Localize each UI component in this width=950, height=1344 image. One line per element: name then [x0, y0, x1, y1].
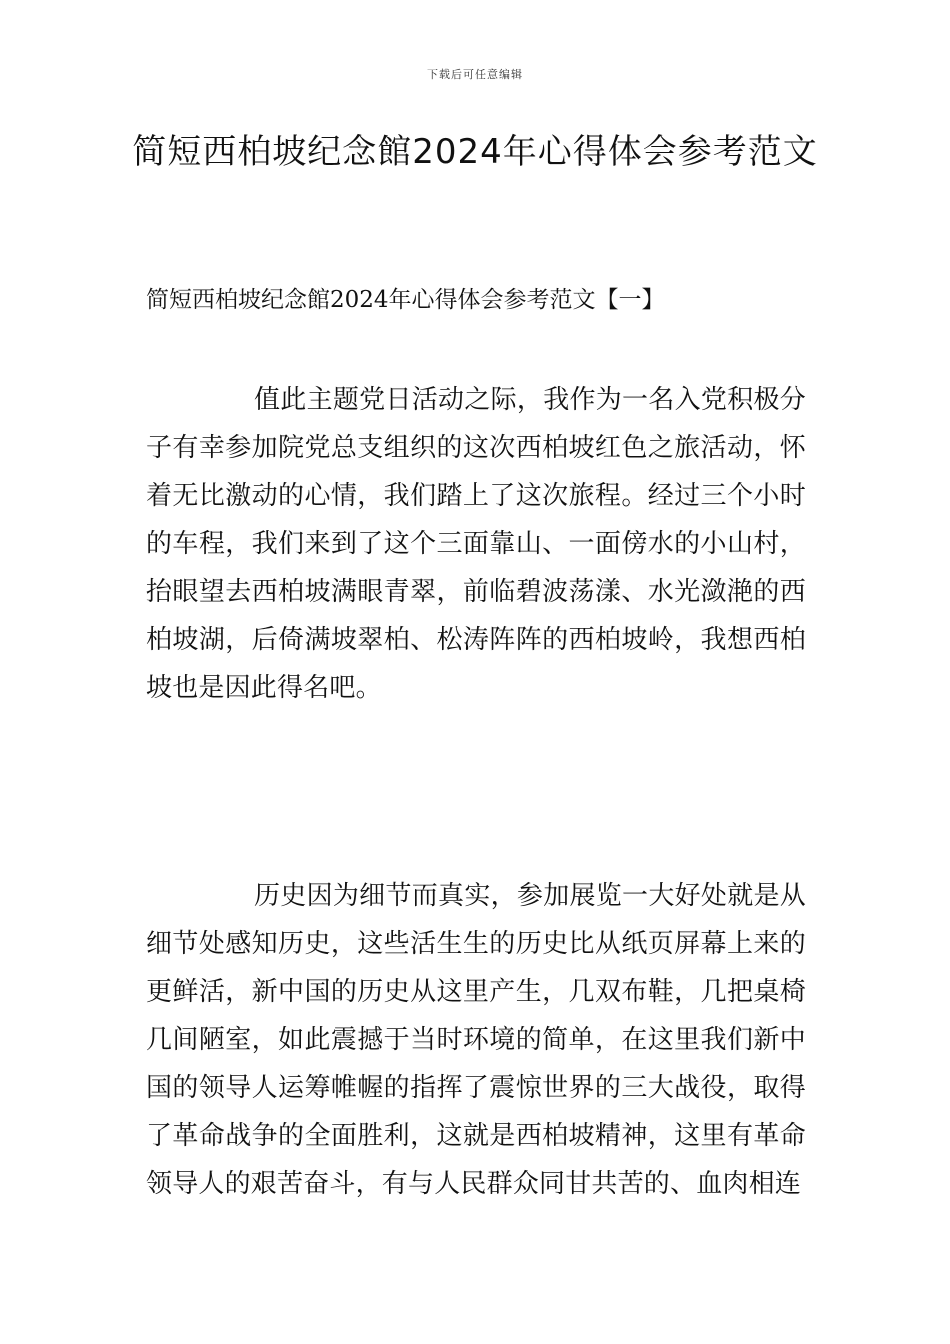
document-title: 简短西柏坡纪念館2024年心得体会参考范文 [132, 132, 818, 172]
body-paragraph: 历史因为细节而真实，参加展览一大好处就是从细节处感知历史，这些活生生的历史比从纸页屏幕上来的更鲜活，新中国的历史从这里产生，几双布鞋，几把桌椅几间陋室，如此震撼于当时环境的简单，在这里我们新中国的领导人运筹帷幄的指挥了震惊世界的三大战役，取得了革命战争的全面胜利，这就是西柏坡精神，这里有革命领导人的艰苦奋斗，有与人民群众同甘共苦的、血肉相连 [146, 881, 806, 1199]
body-paragraph: 值此主题党日活动之际，我作为一名入党积极分子有幸参加院党总支组织的这次西柏坡红色之旅活动，怀着无比激动的心情，我们踏上了这次旅程。经过三个小时的车程，我们来到了这个三面靠山、一面傍水的小山村，抬眼望去西柏坡满眼青翠，前临碧波荡漾、水光潋滟的西柏坡湖，后倚满坡翠柏、松涛阵阵的西柏坡岭，我想西柏坡也是因此得名吧。 [146, 385, 806, 703]
section-heading: 简短西柏坡纪念館2024年心得体会参考范文【一】 [146, 287, 665, 313]
header-note: 下载后可任意编辑 [427, 68, 523, 81]
